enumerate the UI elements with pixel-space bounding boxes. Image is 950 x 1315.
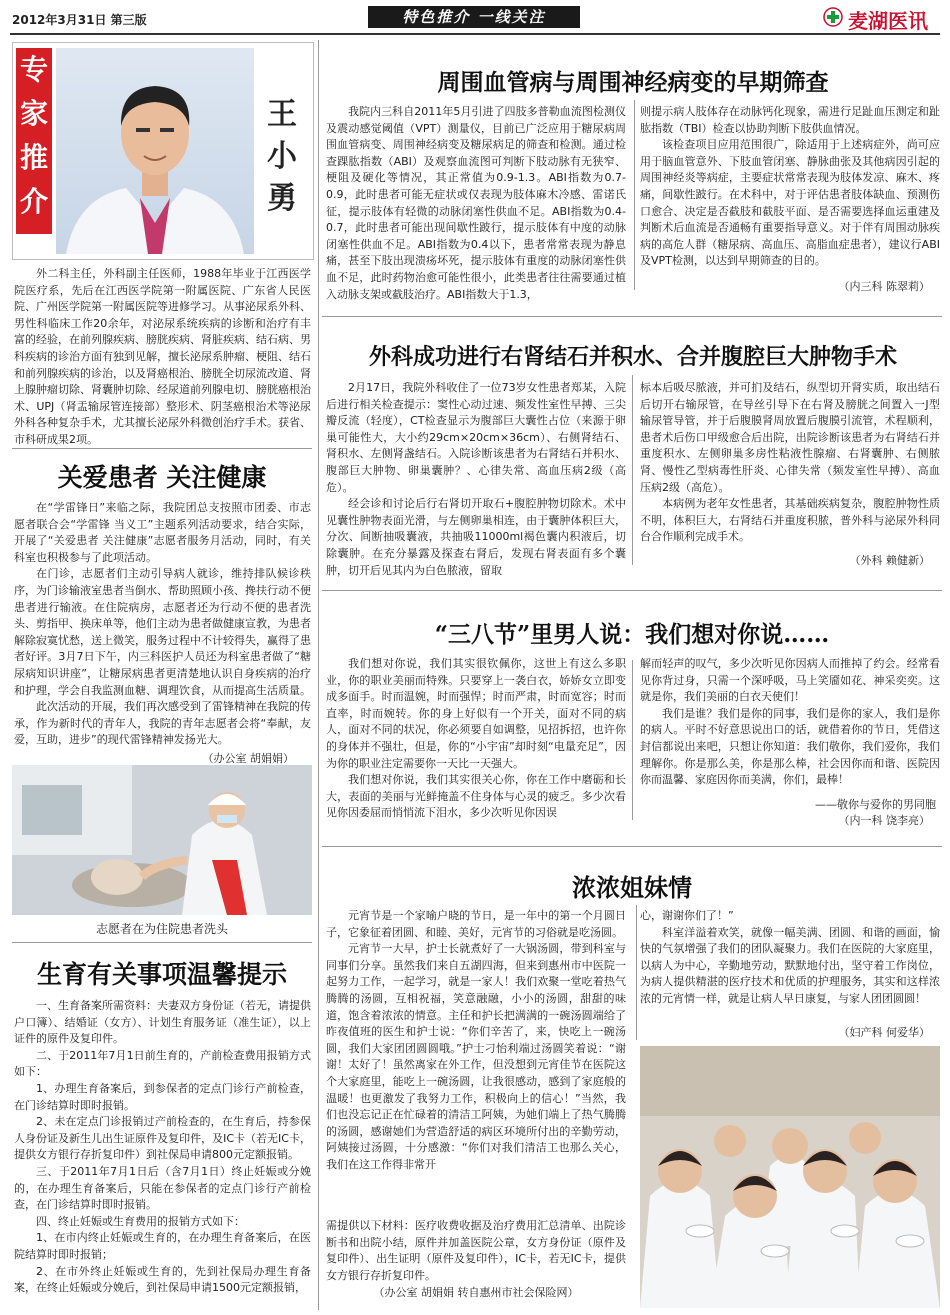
march8-col2 xyxy=(640,656,940,789)
birth-paragraph: 2、未在定点门诊报销过产前检查的，在生育后，持参保人身份证及新生儿出生证原件及复印件，及IC卡（若无IC卡，提供女方银行存折复印件）到社保局申请800元定额报销。 xyxy=(14,1115,311,1162)
surgery-col1 xyxy=(326,380,626,579)
march8-title: “三八节”里男人说：我们想对你说…… xyxy=(434,621,830,648)
surgery-paragraph: 标本后吸尽脓液，并可扪及结石，纵型切开肾实质，取出结石后切开右输尿管，在导丝引导下在右肾及膀胱之间置入一J型输尿管导管，并于后腹膜肾周放置后腹膜引流管，术程顺利，患者术后伤口甲级愈合后出院，出院诊断该患者为右肾结石并重度积水、左侧卵巢多房性粘液性腺瘤、右肾囊肿、右侧脓肾、慢性乙型病毒性肝炎、心律失常（频发室性早搏）、高血压病2级（高危）。 xyxy=(640,381,940,494)
birth-paragraph: 四、终止妊娠或生育费用的报销方式如下： xyxy=(36,1214,245,1228)
march8-col1 xyxy=(326,656,626,822)
brand-name: 麦湖医讯 xyxy=(848,9,928,33)
sisters-col1 xyxy=(326,908,626,1174)
section-banner: 特色推介 一线关注 xyxy=(368,6,580,28)
sisters-paragraph: 心，谢谢你们了！” xyxy=(640,909,734,922)
expert-tag-char: 推 xyxy=(19,141,48,174)
surgery-col2 xyxy=(640,380,940,546)
vascular-paragraph: 该检查项目应用范围很广，除适用于上述病症外，尚可应用于脑血管意外、下肢血管闭塞、静脉曲张及其他病因引起的周围神经炎等病症，主要症状常常表现为肢体发凉、麻木、疼痛，间歇性跛行。在术科中，对于评估患者肢体缺血、预测伤口愈合、决定是否截肢和截肢平面、是否需要选择血运重建及判断术后血流是否通畅有重要指导意义。对于伴有周围动脉疾病的高危人群（糖尿病、高血压、高脂血症患者），建议行ABI及VPT检测，以达到早期筛查的目的。 xyxy=(640,138,940,268)
birth-byline: （办公室 胡娟娟 转自惠州市社会保险网） xyxy=(373,1286,579,1299)
sisters-paragraph: 元宵节是一个家喻户晓的节日，是一年中的第一个月圆日子，它象征着团圆、和睦、美好，元宵节的习俗就是吃汤圆。 xyxy=(326,909,626,939)
march8-paragraph: 解而轻声的叹气，多少次听见你因病人而推掉了约会。经常看见你背过身，只需一个深呼吸，马上笑靥如花、神采奕奕。这就是你，我们美丽的白衣天使们！ xyxy=(640,657,940,704)
expert-tag-char: 家 xyxy=(19,97,48,130)
doctor-portrait-photo xyxy=(56,48,254,254)
march8-paragraph: 我们是谁？我们是你的同事，我们是你的家人，我们是你的病人。平时不好意思说出口的话，就借着你的节日，凭借这封信都说出来吧，只想让你知道：我们敬你，我们爱你，我们理解你。你是那么美，你是那么棒，社会因你而和谐、医院因你而温馨、家庭因你而美满，你们，最棒！ xyxy=(640,706,940,787)
birth-paragraph: 一、生育备案所需资料：夫妻双方身份证（若无，请提供户口簿）、结婚证（女方）、计划生育服务证（准生证），以上证件的原件及复印件。 xyxy=(14,999,311,1046)
vascular-title: 周围血管病与周围神经病变的早期筛查 xyxy=(437,69,829,96)
care-photo-caption: 志愿者在为住院患者洗头 xyxy=(95,922,228,936)
march8-paragraph: 我们想对你说，我们其实很关心你，你在工作中磨砺和长大，表面的美丽与光鲜掩盖不住身体与心灵的疲乏。多少次看见你因委屈而悄悄流下泪水，多少次听见你因误 xyxy=(326,773,626,820)
care-byline: （办公室 胡娟娟） xyxy=(202,752,294,765)
sisters-col2 xyxy=(640,908,940,1008)
surgery-paragraph: 经会诊和讨论后行右肾切开取石+腹腔肿物切除术。术中见囊性肿物表面光滑，与左侧卵巢相连，由于囊肿体积巨大，分次、间断抽吸囊液，共抽吸11000ml褐色囊内积液后，切除囊肿。在充分暴露及探查右肾后，发现右肾表面有多个囊肿，切开后见其内为白色脓液，留取 xyxy=(326,497,626,577)
issue-date: 2012年3月31日 第三版 xyxy=(12,13,147,27)
march8-paragraph: 我们想对你说，我们其实很钦佩你，这世上有这么多职业，你的职业美丽而特殊。只要穿上一袭白衣，娇娇女立即变成多面手。时而温婉，时而强悍；时而严肃，时而宽容；时而直率，时而婉转。你的身上好似有一个开关，面对不同的病人，面对不同的状况，你必须要自如调整，见招拆招，也许你的身体并不强壮，但是，你的“小宇宙”却时刻“电量充足”，因为你的职业注定需要你一天比一天强大。 xyxy=(326,657,626,770)
expert-tag-char: 介 xyxy=(19,185,48,218)
birth-paragraph: 1、办理生育备案后，到参保者的定点门诊行产前检查，在门诊结算时即时报销。 xyxy=(14,1081,311,1112)
march8-byline: （内一科 饶李亮） xyxy=(838,814,930,827)
expert-tag xyxy=(16,48,52,234)
birth-paragraph: 2、在市外终止妊娠或生育的，先到社保局办理生育备案，在终止妊娠或分娩后，到社保局申请1500元定额报销， xyxy=(14,1264,311,1295)
nurses-eating-tangyuan-photo xyxy=(640,1046,940,1308)
birth-paragraph: 三、于2011年7月1日后（含7月1日）终止妊娠或分娩的，在办理生育备案后，只能在参保者的定点门诊行产前检查，在门诊结算时即时报销。 xyxy=(14,1164,311,1212)
expert-name-char: 勇 xyxy=(267,181,297,216)
expert-name-char: 王 xyxy=(267,97,297,132)
expert-name xyxy=(262,94,302,220)
surgery-paragraph: 本病例为老年女性患者，其基础疾病复杂，腹腔肿物性质不明，体积巨大，右肾结石并重度积脓，普外科与泌尿外科同台合作顺利完成手术。 xyxy=(640,497,940,544)
sisters-byline: （妇产科 何爱华） xyxy=(838,1026,930,1039)
care-body xyxy=(14,500,311,749)
care-title: 关爱患者 关注健康 xyxy=(57,463,267,492)
expert-bio: 外二科主任，外科副主任医师，1988年毕业于江西医学院医疗系，先后在江西医学院第一附属医院、广东省人民医院、广州医学院第一附属医院等进修学习。从事泌尿系外科、男性科临床工作20余年，对泌尿系统疾病的诊断和治疗有丰富的经验，在前列腺疾病、膀胱疾病、肾脏疾病、结石病、男科疾病的诊治方面有独到见解，擅长泌尿系肿瘤、梗阻、结石和前列腺疾病的诊治，以及肾癌根治、膀胱全切尿流改道、肾上腺肿瘤切除、肾囊肿切除、经尿道前列腺电切、膀胱癌根治术、UPJ（肾盂输尿管连接部）整形术、阴茎癌根治术等泌尿外科各种复杂手术，尤其擅长泌尿外科微创治疗手术。获省、市科研成果2项。 xyxy=(14,267,311,446)
birth-paragraph: 1、在市内终止妊娠或生育的，在办理生育备案后，在医院结算时即时报销； xyxy=(14,1231,311,1261)
march8-signoff: ——敬你与爱你的男同胞 xyxy=(815,798,936,811)
birth-paragraph: 二、于2011年7月1日前生育的，产前检查费用报销方式如下： xyxy=(14,1048,311,1079)
expert-name-char: 小 xyxy=(267,139,297,174)
birth-continued: 需提供以下材料：医疗收费收据及治疗费用汇总清单、出院诊断书和出院小结，原件并加盖医院公章，女方身份证（原件及复印件）、出生证明（原件及复印件），IC卡，若无IC卡，提供女方银行存折复印件。 xyxy=(326,1219,626,1282)
birth-body xyxy=(14,998,311,1297)
vascular-col1: 我院内三科自2011年5月引进了四肢多普勒血流图检测仪及震动感觉阈值（VPT）测量仪，目前已广泛应用于糖尿病周围血管病变、周围神经病变及糖尿病足的筛查和检测。通过检查踝肱指数（ABI）及观察血流图可判断下肢动脉有无狭窄、梗阻及硬化等情况，其正常值为0.9-1.3。ABI指数为0.7-0.9，此时患者可能无症状或仅表现为肢体麻木冷感、雷诺氏征，提示肢体有轻微的动脉闭塞性供血不足。ABI指数为0.4-0.7，此时患者可能出现间歇性跛行，提示肢体有中度的动脉闭塞性供血不足。ABI指数为0.4以下，患者常常表现为静息痛，甚至下肢出现溃疡坏死，提示肢体有重度的动脉闭塞性供血不足，此时药物治愈可能性很小，此类患者往往需要通过植入动脉支架或截肢治疗。ABI指数大于1.3， xyxy=(326,105,626,301)
care-paragraph: 此次活动的开展，我们再次感受到了雷锋精神在我院的传承，作为新时代的青年人，我院的青年志愿者会将“奉献，友爱，互助，进步”的现代雷锋精神发扬光大。 xyxy=(14,700,311,747)
surgery-byline: （外科 赖健新） xyxy=(849,554,930,567)
vascular-paragraph: 则提示病人肢体存在动脉钙化现象，需进行足趾血压测定和趾肱指数（TBI）检查以协助判断下肢供血情况。 xyxy=(640,105,940,135)
vascular-byline: （内三科 陈翠莉） xyxy=(838,280,930,293)
surgery-paragraph: 2月17日，我院外科收住了一位73岁女性患者郑某，入院后进行相关检查提示：窦性心动过速、频发性室性早搏、三尖瓣反流（轻度），CT检查显示为腹部巨大囊性占位（来源于卵巢可能性大，大小约29cm×20cm×36cm）、右侧肾结石、肾积水、左侧肾盏结石。入院诊断该患者为右肾结石并积水、腹部巨大肿物、卵巢囊肿？、心律失常、高血压病2级（高危）。 xyxy=(326,381,626,494)
vascular-col2 xyxy=(640,104,940,270)
red-cross-logo-icon xyxy=(823,7,843,27)
surgery-title: 外科成功进行右肾结石并积水、合并腹腔巨大肿物手术 xyxy=(368,344,897,370)
care-paragraph: 在“学雷锋日”来临之际，我院团总支按照市团委、市志愿者联合会“学雷锋 当义工”主题系列活动要求，结合实际，开展了“关爱患者 关注健康”志愿者服务月活动，同时，有关科室也积极参与了此项活动。 xyxy=(14,501,311,564)
volunteer-washing-hair-photo xyxy=(12,765,312,915)
sisters-paragraph: 元宵节一大早，护士长就煮好了一大锅汤圆，带到科室与同事们分享。虽然我们来自五湖四海，但来到惠州市中医院一起努力工作，一起学习，就是一家人！我们欢聚一堂吃着热气腾腾的汤圆，互相祝福，笑意融融，小小的汤圆，甜甜的味道，饱含着浓浓的情意。主任和护长把满满的一碗汤圆端给了昨夜值班的医生和护士说：“你们辛苦了，来，快吃上一碗汤圆，我们大家团团圆圆哦。”护士刁怡利端过汤圆笑着说：“谢谢！太好了！虽然离家在外工作，但没想到元宵佳节在医院这个大家庭里，能吃上一碗汤圆，让我很感动，感到了家庭般的温暖！也更激发了我努力工作，积极向上的信心！”当然，我们也没忘记正在忙碌着的清洁工阿姨，为她们端上了热气腾腾的汤圆，感谢她们为营造舒适的病区环境所付出的辛勤劳动，阿姨接过汤圆，十分感激：“你们对我们清洁工也那么关心，我们在这工作得非常开 xyxy=(326,942,626,1171)
sisters-paragraph: 科室洋溢着欢笑，就像一幅美满、团圆、和谐的画面，愉快的气氛增强了我们的团队凝聚力。我们在医院的大家庭里，以病人为中心，辛勤地劳动，默默地付出，坚守着工作岗位，为病人提供精湛的医疗技术和优质的护理服务，其实和这样浓浓的元宵情一样，就是让病人早日康复，与家人团团圆圆！ xyxy=(640,925,940,1005)
sisters-title: 浓浓姐妹情 xyxy=(572,873,692,902)
care-paragraph: 在门诊，志愿者们主动引导病人就诊，维持排队候诊秩序，为门诊输液室患者当倒水、帮助照顾小孩、搀扶行动不便患者进行输液。在住院病房，志愿者还为行动不便的患者洗头、剪指甲、换床单等，他们主动为患者做健康宣教，为患者解除寂寞忧愁，送上微笑，服务过程中不计较得失，赢得了患者好评。3月7日下午，内三科医护人员还为科室患者做了“糖尿病知识讲座”，让糖尿病患者更清楚地认识自身疾病的治疗和护理，学会自我监测血糖、调理饮食，从而提高生活质量。 xyxy=(14,567,311,697)
birth-title: 生育有关事项温馨提示 xyxy=(36,960,287,989)
expert-tag-char: 专 xyxy=(19,53,48,86)
